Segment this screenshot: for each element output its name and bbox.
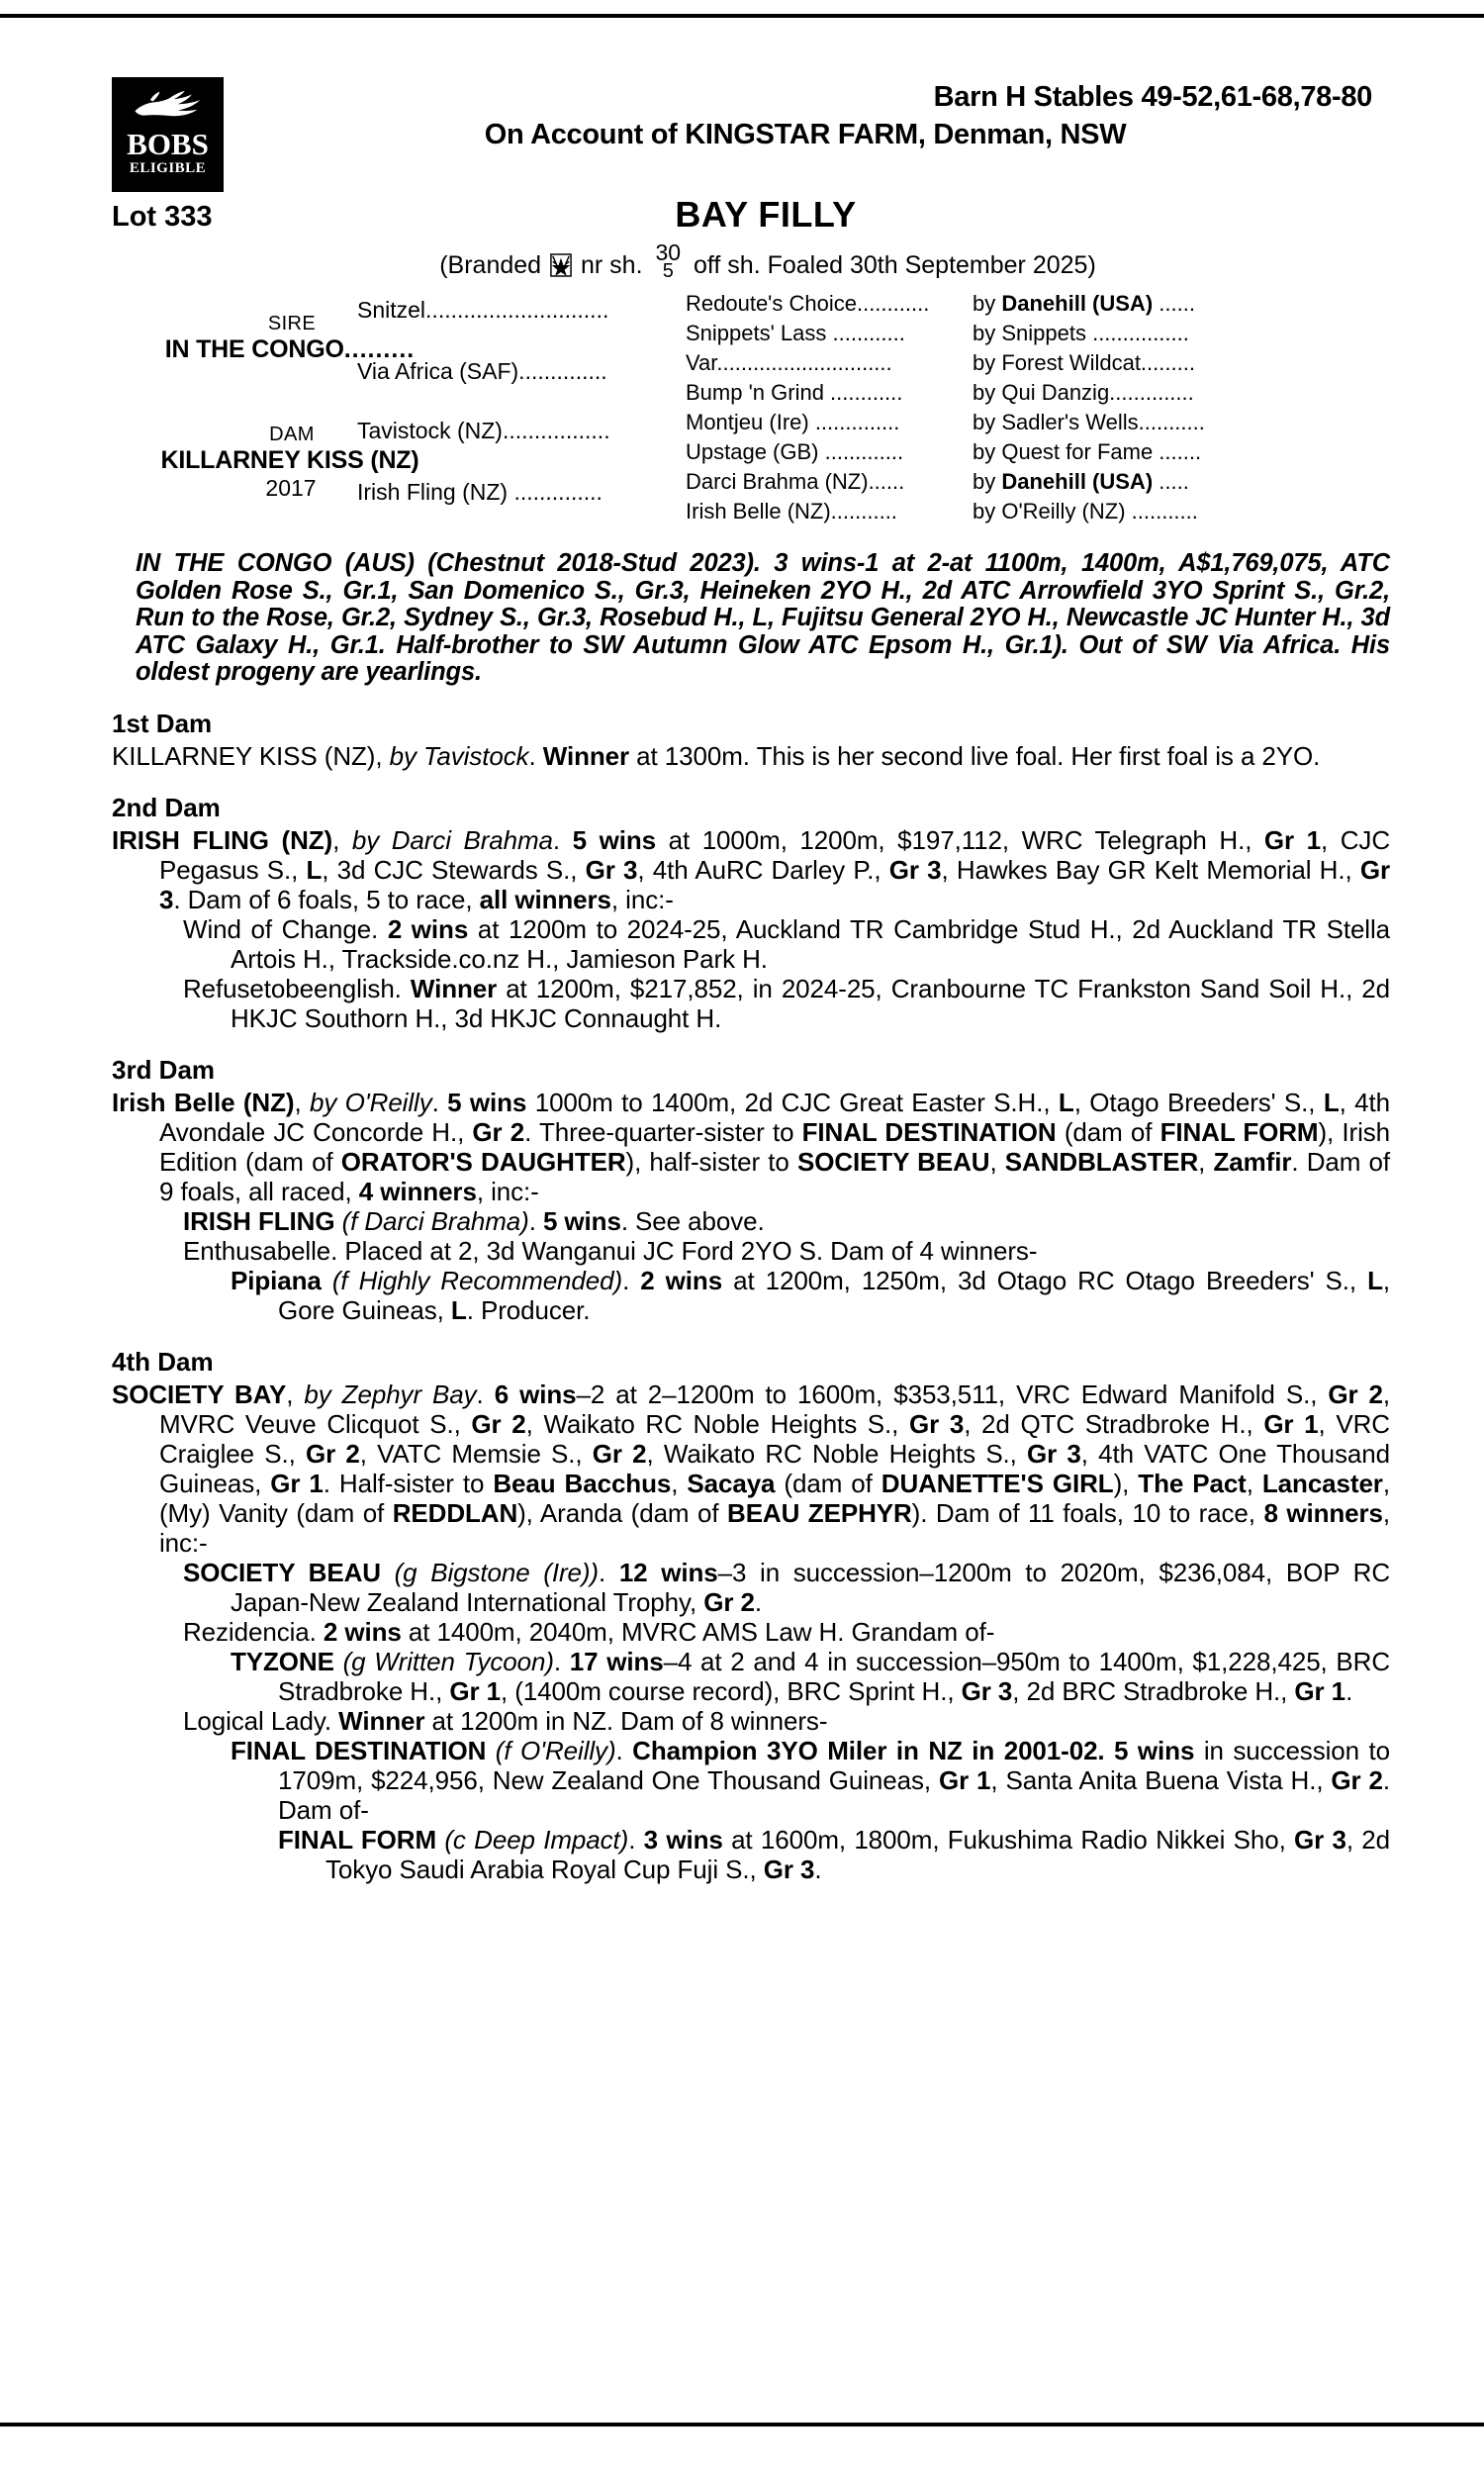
page-content [112,59,1390,1884]
dam-section-heading: 3rd Dam [112,1054,216,1085]
pedigree-entry: FINAL FORM (c Deep Impact). 3 wins at 1600m, 1800m, Fukushima Radio Nikkei Sho, Gr 3, 2d Tokyo Saudi Arabia Royal Cup Fuji S., Gr 3. [278,1824,1391,1884]
bobs-eligible-label: ELIGIBLE [129,160,207,176]
pedigree-entry: IRISH FLING (f Darci Brahma). 5 wins. See above. [183,1205,765,1236]
pedigree-sire-of-line: by Forest Wildcat......... [973,350,1195,375]
pedigree-great-grandparent-name: Montjeu (Ire) .............. [686,410,900,434]
pedigree-grandparent: Irish Fling (NZ) .............. [357,479,603,505]
pedigree-entry: IRISH FLING (NZ), by Darci Brahma. 5 wins at 1000m, 1200m, $197,112, WRC Telegraph H., Gr 1, CJC Pegasus S., L, 3d CJC Stewards S., Gr 3, 4th AuRC Darley P., Gr 3, Hawkes Bay GR Kelt Memorial H., Gr 3. Dam of 6 foals, 5 to race, all winners, inc:- [112,824,1391,914]
brand-prefix: (Branded [439,250,542,279]
on-account-line: On Account of KINGSTAR FARM, Denman, NSW [484,119,1127,150]
pedigree-grandparent: Tavistock (NZ)................. [357,418,610,443]
dam-name: KILLARNEY KISS (NZ) [160,446,419,474]
dam-section-heading: 2nd Dam [112,792,221,822]
pedigree-great-grandparent-name: Bump 'n Grind ............ [686,380,903,405]
pedigree-great-grandparent-row [686,380,1390,410]
pedigree-entry: Irish Belle (NZ), by O'Reilly. 5 wins 1000m to 1400m, 2d CJC Great Easter S.H., L, Otago Breeders' S., L, 4th Avondale JC Concorde H., Gr 2. Three-quarter-sister to FINAL DESTINATION (dam of FINAL FORM), Irish Edition (dam of ORATOR'S DAUGHTER), half-sister to SOCIETY BEAU, SANDBLASTER, Zamfir. Dam of 9 foals, all raced, 4 winners, inc:- [112,1087,1391,1206]
pedigree-great-grandparent-row [686,499,1390,528]
pedigree-great-grandparents-column [686,291,1390,528]
pedigree-great-grandparent-name: Snippets' Lass ............ [686,321,905,345]
pedigree-entry: Wind of Change. 2 wins at 1200m to 2024-25, Auckland TR Cambridge Stud H., 2d Auckland TR Stella Artois H., Trackside.co.nz H., Jamieson Park H. [183,913,1391,974]
pedigree-great-grandparent-row [686,350,1390,380]
pedigree-entry: FINAL DESTINATION (f O'Reilly). Champion 3YO Miler in NZ in 2001-02. 5 wins in succession to 1709m, $224,956, New Zealand One Thousand Guineas, Gr 1, Santa Anita Buena Vista H., Gr 2. Dam of- [231,1735,1390,1825]
barn-stables-line: Barn H Stables 49-52,61-68,78-80 [933,81,1372,113]
page-header [112,59,1390,287]
lot-number: Lot 333 [112,201,213,233]
pedigree-sire-of-line: by Qui Danzig.............. [973,380,1194,405]
pedigree-great-grandparent-name: Redoute's Choice............ [686,291,930,316]
pedigree-entry: KILLARNEY KISS (NZ), by Tavistock. Winner at 1300m. This is her second live foal. Her first foal is a 2YO. [112,740,1321,771]
brand-denominator: 5 [662,259,674,282]
page-title: BAY FILLY [675,194,857,235]
pedigree-grandparent: Snitzel............................. [357,297,609,323]
brand-near-side: nr sh. [580,250,643,279]
bobs-wordmark: BOBS [127,127,209,161]
pedigree-sire-of-line: by O'Reilly (NZ) ........... [973,499,1198,523]
pedigree-sire-of-line: by Snippets ................ [973,321,1189,345]
brand-mark-icon [550,252,572,278]
pedigree-great-grandparent-row [686,410,1390,439]
pedigree-entry: Pipiana (f Highly Recommended). 2 wins at 1200m, 1250m, 3d Otago RC Otago Breeders' S., L, Gore Guineas, L. Producer. [231,1265,1391,1325]
sire-role-label: SIRE [267,313,317,334]
pedigree-sire-of-line: by Sadler's Wells........... [973,410,1205,434]
pedigree-entry: Enthusabelle. Placed at 2, 3d Wanganui JC Ford 2YO S. Dam of 4 winners- [183,1235,1038,1266]
dam-sections [112,709,1390,1884]
pedigree-entry: Logical Lady. Winner at 1200m in NZ. Dam of 8 winners- [183,1705,828,1736]
pedigree-entry: SOCIETY BEAU (g Bigstone (Ire)). 12 wins–3 in succession–1200m to 2020m, $236,084, BOP RC Japan-New Zealand International Trophy, Gr 2. [183,1557,1390,1617]
pedigree-entry: Refusetobeenglish. Winner at 1200m, $217,852, in 2024-25, Cranbourne TC Frankston Sand Soil H., 2d HKJC Southorn H., 3d HKJC Connaught H. [183,973,1390,1033]
dam-section-heading: 4th Dam [112,1346,214,1377]
pedigree-sire-of-line: by Quest for Fame ....... [973,439,1202,464]
page-top-rule [0,14,1484,18]
dam-section-heading: 1st Dam [112,708,213,738]
pedigree-table [112,291,1390,546]
pedigree-great-grandparent-row [686,291,1390,321]
sire-description: IN THE CONGO (AUS) (Chestnut 2018-Stud 2023). 3 wins-1 at 2-at 1100m, 1400m, A$1,769,075, ATC Golden Rose S., Gr.1, San Domenico S., Gr.3, Heineken 2YO H., 2d ATC Arrowfield 3YO Sprint S., Gr.2, Run to the Rose, Gr.2, Sydney S., Gr.3, Rosebud H., L, Fujitsu General 2YO H., Newcastle JC Hunter H., 3d ATC Galaxy H., Gr.1. Half-brother to SW Autumn Glow ATC Epsom H., Gr.1). Out of SW Via Africa. His oldest progeny are yearlings. [136,549,1390,686]
dam-foaling-year: 2017 [265,475,317,501]
brand-fraction [655,239,682,282]
pedigree-great-grandparent-name: Irish Belle (NZ)........... [686,499,897,523]
pedigree-grandparent: Via Africa (SAF).............. [357,358,607,384]
dam-role-label: DAM [269,424,315,445]
page-bottom-rule [0,2423,1484,2426]
pedigree-great-grandparent-name: Upstage (GB) ............. [686,439,904,464]
brand-off-side: off sh. Foaled 30th September 2025) [694,250,1096,279]
sire-name: IN THE CONGO......... [164,335,416,363]
pedigree-great-grandparent-row [686,321,1390,350]
pedigree-great-grandparent-row [686,439,1390,469]
pedigree-sire-of-line: by Danehill (USA) ..... [973,469,1189,494]
pedigree-entry: TYZONE (g Written Tycoon). 17 wins–4 at 2 and 4 in succession–950m to 1400m, $1,228,425, BRC Stradbroke H., Gr 1, (1400m course record), BRC Sprint H., Gr 3, 2d BRC Stradbroke H., Gr 1. [231,1646,1391,1706]
pedigree-great-grandparent-name: Var............................. [686,350,892,375]
pedigree-great-grandparent-row [686,469,1390,499]
pedigree-entry: SOCIETY BAY, by Zephyr Bay. 6 wins–2 at 2–1200m to 1600m, $353,511, VRC Edward Manifold S., Gr 2, MVRC Veuve Clicquot S., Gr 2, Waikato RC Noble Heights S., Gr 3, 2d QTC Stradbroke H., Gr 1, VRC Craiglee S., Gr 2, VATC Memsie S., Gr 2, Waikato RC Noble Heights S., Gr 3, 4th VATC One Thousand Guineas, Gr 1. Half-sister to Beau Bacchus, Sacaya (dam of DUANETTE'S GIRL), The Pact, Lancaster, (My) Vanity (dam of REDDLAN), Aranda (dam of BEAU ZEPHYR). Dam of 11 foals, 10 to race, 8 winners, inc:- [112,1379,1391,1558]
branding-line [112,239,1390,282]
pedigree-great-grandparent-name: Darci Brahma (NZ)...... [686,469,905,494]
pedigree-entry: Rezidencia. 2 wins at 1400m, 2040m, MVRC AMS Law H. Grandam of- [183,1616,995,1647]
pedigree-sire-of-line: by Danehill (USA) ...... [973,291,1195,316]
brand-numerator: 30 [655,239,682,265]
